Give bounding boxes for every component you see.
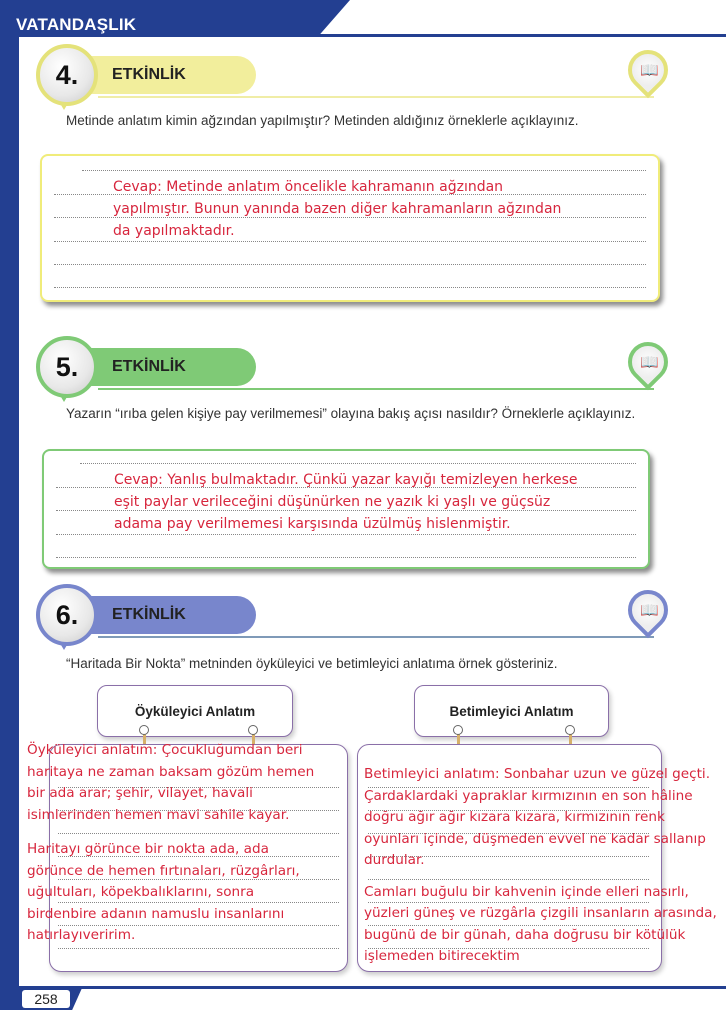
narrative-title-box: Öyküleyici Anlatım — [97, 685, 293, 737]
answer-line: yapılmıştır. Bunun yanında bazen diğer kahramanların ağzından — [113, 201, 562, 217]
book-icon: 📖 — [640, 62, 659, 79]
activity-label: ETKİNLİK — [112, 606, 186, 623]
page-section-title: VATANDAŞLIK — [16, 15, 137, 34]
writing-line — [82, 170, 646, 171]
answer-line: Cevap: Metinde anlatım öncelikle kahramanın ağzından — [113, 179, 504, 195]
activity-label: ETKİNLİK — [112, 66, 186, 83]
answer-line: doğru ağır ağır kızara kızara, kırmızının renk — [364, 809, 665, 825]
activity-label-pill — [76, 348, 256, 386]
activity-label-pill — [76, 56, 256, 94]
descriptive-title-box: Betimleyici Anlatım — [414, 685, 609, 737]
activity-rule — [98, 388, 654, 390]
binder-ring — [565, 725, 575, 735]
spacer — [27, 826, 314, 839]
answer-line: durdular. — [364, 852, 425, 868]
activity-label: ETKİNLİK — [112, 358, 186, 375]
answer-line: görünce de hemen fırtınaları, rüzgârları, — [27, 862, 300, 879]
binder-ring — [139, 725, 149, 735]
activity-4-header — [36, 44, 676, 114]
writing-line — [58, 948, 339, 949]
activity-5-answer — [114, 469, 578, 535]
narrative-answer — [27, 740, 314, 947]
binder-ring — [248, 725, 258, 735]
writing-line — [80, 463, 636, 464]
answer-line: isimlerinden hemen mavi sahile kayar. — [27, 806, 290, 823]
answer-line: Çardaklardaki yapraklar kırmızının en son hâline — [364, 787, 693, 804]
spacer — [364, 872, 717, 882]
answer-line: haritaya ne zaman baksam gözüm hemen — [27, 763, 315, 780]
answer-line: oyunları içinde, düşmeden evvel ne kadar sallanıp — [364, 830, 706, 847]
answer-line: bir ada arar; şehir, vilayet, havali — [27, 785, 253, 801]
activity-number-badge: 6. — [36, 584, 98, 646]
answer-line: Camları buğulu bir kahvenin içinde elleri nasırlı, — [364, 883, 689, 900]
answer-line: Betimleyici anlatım: Sonbahar uzun ve güzel geçti. — [364, 766, 711, 782]
answer-line: Cevap: Yanlış bulmaktadır. Çünkü yazar kayığı temizleyen herkese — [114, 472, 578, 488]
left-margin-bar — [0, 36, 19, 988]
activity-label-pill — [76, 596, 256, 634]
answer-line: adama pay verilmemesi karşısında üzülmüş hislenmiştir. — [114, 516, 511, 532]
answer-line: uğultuları, köpekbalıklarını, sonra — [27, 884, 255, 900]
activity-4-answer — [113, 176, 561, 242]
activity-4-answer-box[interactable] — [40, 154, 660, 302]
activity-number-badge: 5. — [36, 336, 98, 398]
answer-line: birdenbire adanın namuslu insanlarını — [27, 905, 285, 922]
answer-line: yüzleri güneş ve rüzgârla çizgili insanların arasında, — [364, 905, 717, 921]
activity-rule — [98, 636, 654, 638]
activity-5-question: Yazarın “ırıba gelen kişiye pay verilmemesi” olayına bakış açısı nasıldır? Örneklerle açıklayınız. — [66, 406, 636, 421]
answer-line: da yapılmaktadır. — [113, 223, 235, 239]
book-icon: 📖 — [640, 602, 659, 619]
answer-line: işlemeden bitirecektim — [364, 948, 520, 964]
answer-line: hatırlayıveririm. — [27, 927, 136, 943]
binder-ring — [453, 725, 463, 735]
activity-4-question: Metinde anlatım kimin ağzından yapılmıştır? Metinden aldığınız örneklerle açıklayınız. — [66, 113, 579, 128]
book-icon: 📖 — [640, 354, 659, 371]
writing-line — [54, 264, 646, 265]
answer-line: Haritayı görünce bir nokta ada, ada — [27, 841, 269, 857]
answer-line: bugünü de bir günah, daha doğrusu bir kötülük — [364, 926, 686, 943]
descriptive-answer — [364, 764, 717, 968]
writing-line — [56, 557, 636, 558]
answer-line: eşit paylar verileceğini düşünürken ne yazık ki yaşlı ve güçsüz — [114, 494, 551, 510]
activity-6-header — [36, 584, 676, 654]
activity-5-header — [36, 336, 676, 406]
activity-rule — [98, 96, 654, 98]
activity-number-badge: 4. — [36, 44, 98, 106]
writing-line — [54, 287, 646, 288]
footer-rule — [0, 986, 726, 989]
page-number: 258 — [22, 990, 70, 1008]
activity-6-question: “Haritada Bir Nokta” metninden öyküleyici ve betimleyici anlatıma örnek gösteriniz. — [66, 656, 558, 671]
answer-line: Öyküleyici anlatım: Çocukluğumdan beri — [27, 742, 303, 758]
activity-5-answer-box[interactable] — [42, 449, 650, 569]
